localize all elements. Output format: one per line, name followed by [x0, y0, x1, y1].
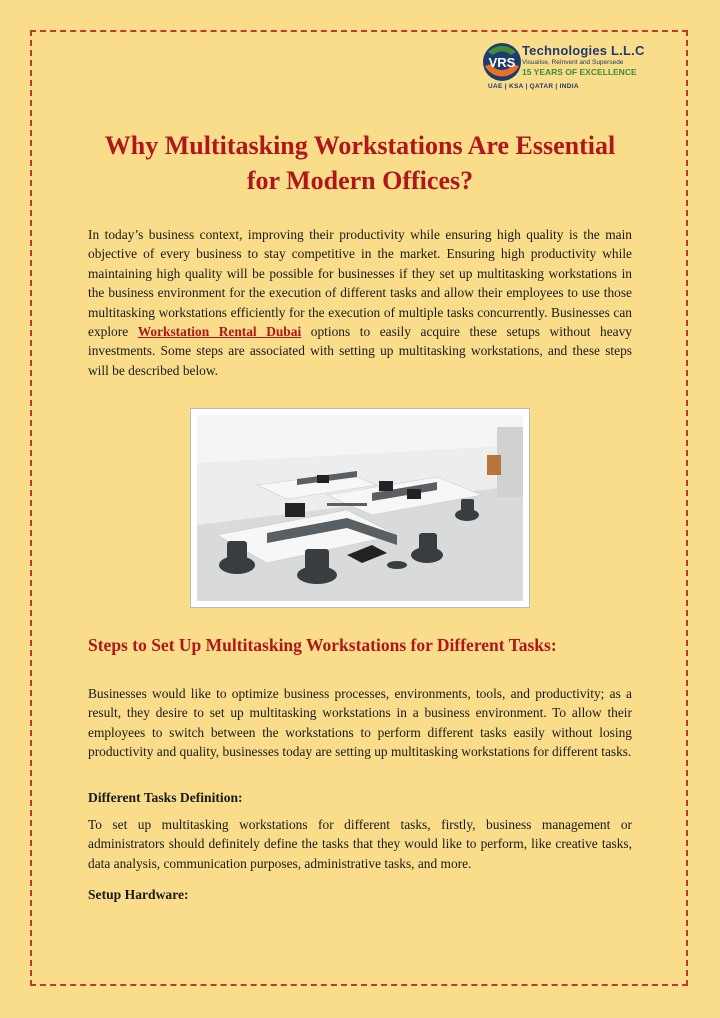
tasks-paragraph: To set up multitasking workstations for different tasks, firstly, business management or administrators should definitely define the tasks that they would like to perform, like creative tasks, data analysis, communication purposes, administrative tasks, and more.	[88, 817, 632, 871]
heading-different-tasks: Different Tasks Definition:	[88, 790, 243, 805]
steps-paragraph: Businesses would like to optimize business processes, environments, tools, and productivity; as a result, they desire to set up multitasking workstations in a business environment. To allow their employees to switch between the workstations to perform different tasks easily without losing productivity and quality, businesses today are setting up multitasking workstations for different tasks.	[88, 686, 632, 760]
vrs-logo-icon	[480, 40, 524, 84]
office-workstations-photo	[190, 408, 530, 608]
page-title: Why Multitasking Workstations Are Essential for Modern Offices?	[104, 131, 616, 195]
logo-regions: UAE | KSA | QATAR | INDIA	[488, 83, 579, 90]
workstation-rental-link[interactable]: Workstation Rental Dubai	[137, 324, 302, 340]
office-photo-illustration	[197, 415, 523, 601]
logo-mark-text: VRS	[488, 55, 516, 70]
intro-text-before-link: In today’s business context, improving their productivity while ensuring high quality is the main objective of every business to stay competitive in the market. Ensuring high productivity while maintaining high quality will be possible for businesses if they set up multitasking workstations in the business environment for the execution of different tasks and allow their employees to use those multitasking workstations efficiently for the execution of multiple tasks concurrently. Businesses can explore	[88, 227, 632, 340]
logo-company-name: Technologies L.L.C	[522, 43, 645, 58]
section-heading-steps: Steps to Set Up Multitasking Workstations for Different Tasks:	[88, 635, 557, 655]
company-logo	[466, 40, 646, 96]
logo-tagline: Visualise, ReInvent and Supersede	[522, 59, 624, 66]
intro-paragraph	[88, 225, 632, 380]
intro-text-after-link: options to easily acquire these setups without heavy investments. Some steps are associated with setting up multitasking workstations, and these steps will be described below.	[88, 324, 633, 378]
logo-years-badge: 15 YEARS OF EXCELLENCE	[522, 67, 637, 77]
heading-setup-hardware: Setup Hardware:	[88, 887, 189, 902]
